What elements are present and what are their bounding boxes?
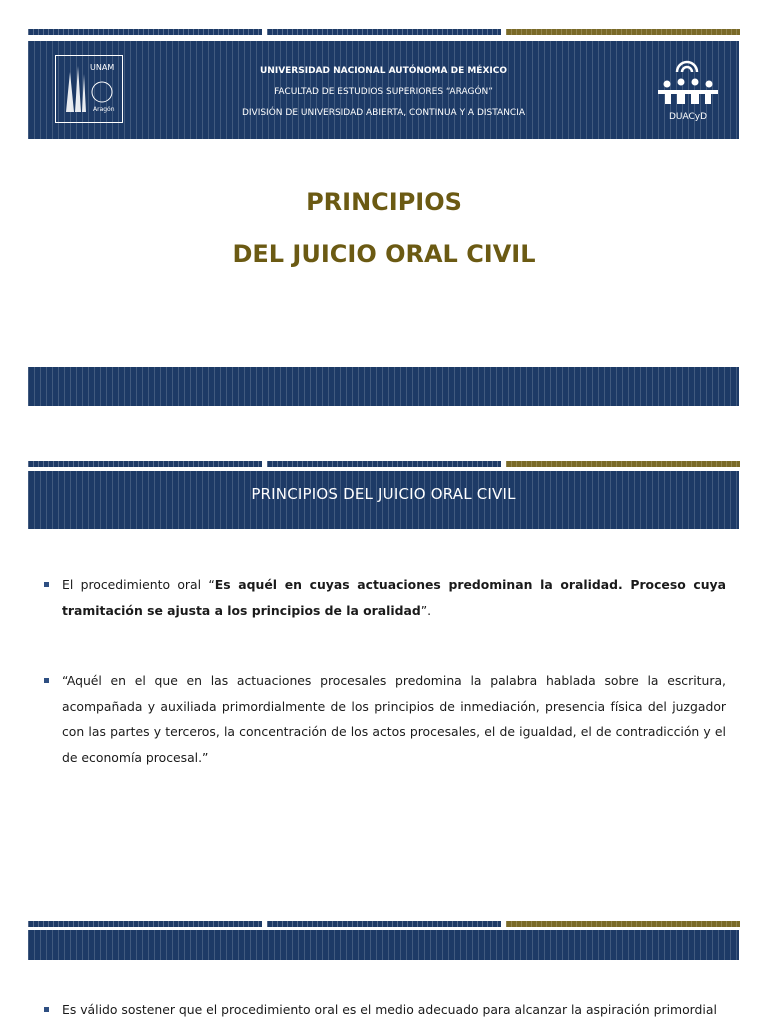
bullet-definition-1 <box>62 572 726 623</box>
slide2-top-bar-middle <box>267 461 501 467</box>
unam-logo-label: UNAM <box>90 63 115 72</box>
division-name: DIVISIÓN DE UNIVERSIDAD ABIERTA, CONTINUA Y A DISTANCIA <box>241 108 526 118</box>
slide2-title: PRINCIPIOS DEL JUICIO ORAL CIVIL <box>251 485 516 503</box>
slide3-top-bar-right <box>506 921 740 927</box>
slide1-footer-band <box>28 367 739 406</box>
slide-title-line2: DEL JUICIO ORAL CIVIL <box>232 240 536 268</box>
top-bar-segment-left <box>28 29 262 35</box>
duacyd-logo-label: DUACyD <box>668 112 708 122</box>
bullet-icon <box>44 582 49 587</box>
bullet-icon <box>44 1007 49 1012</box>
bullet1-bold: Es aquél en cuyas actuaciones predominan la oralidad. Proceso cuya tramitación se ajusta a los principios de la oralidad <box>62 577 726 618</box>
header-text <box>148 61 619 124</box>
institution-header <box>28 41 739 139</box>
unam-tower-icon <box>56 56 122 122</box>
bullet-definition-2: “Aquél en el que en las actuaciones procesales predomina la palabra hablada sobre la escritura, acompañada y auxiliada primordialmente de los principios de inmediación, presencia física del juzgador con las partes y terceros, la concentración de los actos procesales, el de igualdad, el de contradicción y el de economía procesal.” <box>62 673 726 765</box>
slide3-top-bar-middle <box>267 921 501 927</box>
bullet1-suffix: ”. <box>420 602 432 618</box>
bullet1-prefix: El procedimiento oral “ <box>62 577 215 592</box>
aragon-logo-label: Aragón <box>93 106 115 113</box>
slide2-header <box>28 471 739 529</box>
slide2-top-bar-right <box>506 461 740 467</box>
slide3-top-bar-left <box>28 921 262 927</box>
unam-logo <box>55 55 123 123</box>
faculty-name: FACULTAD DE ESTUDIOS SUPERIORES “ARAGÓN” <box>274 87 493 97</box>
top-bar-segment-middle <box>267 29 501 35</box>
slide2-top-bar-left <box>28 461 262 467</box>
top-bar-segment-right <box>506 29 740 35</box>
slide3-header <box>28 930 739 960</box>
bullet-slide3-1: Es válido sostener que el procedimiento oral es el medio adecuado para alcanzar la aspiración primordial <box>62 1002 717 1017</box>
slide-title-line1: PRINCIPIOS <box>306 188 462 216</box>
duacyd-people-icon <box>655 56 721 126</box>
bullet-icon <box>44 678 49 683</box>
university-name: UNIVERSIDAD NACIONAL AUTÓNOMA DE MÉXICO <box>260 66 507 76</box>
duacyd-logo <box>655 56 721 126</box>
